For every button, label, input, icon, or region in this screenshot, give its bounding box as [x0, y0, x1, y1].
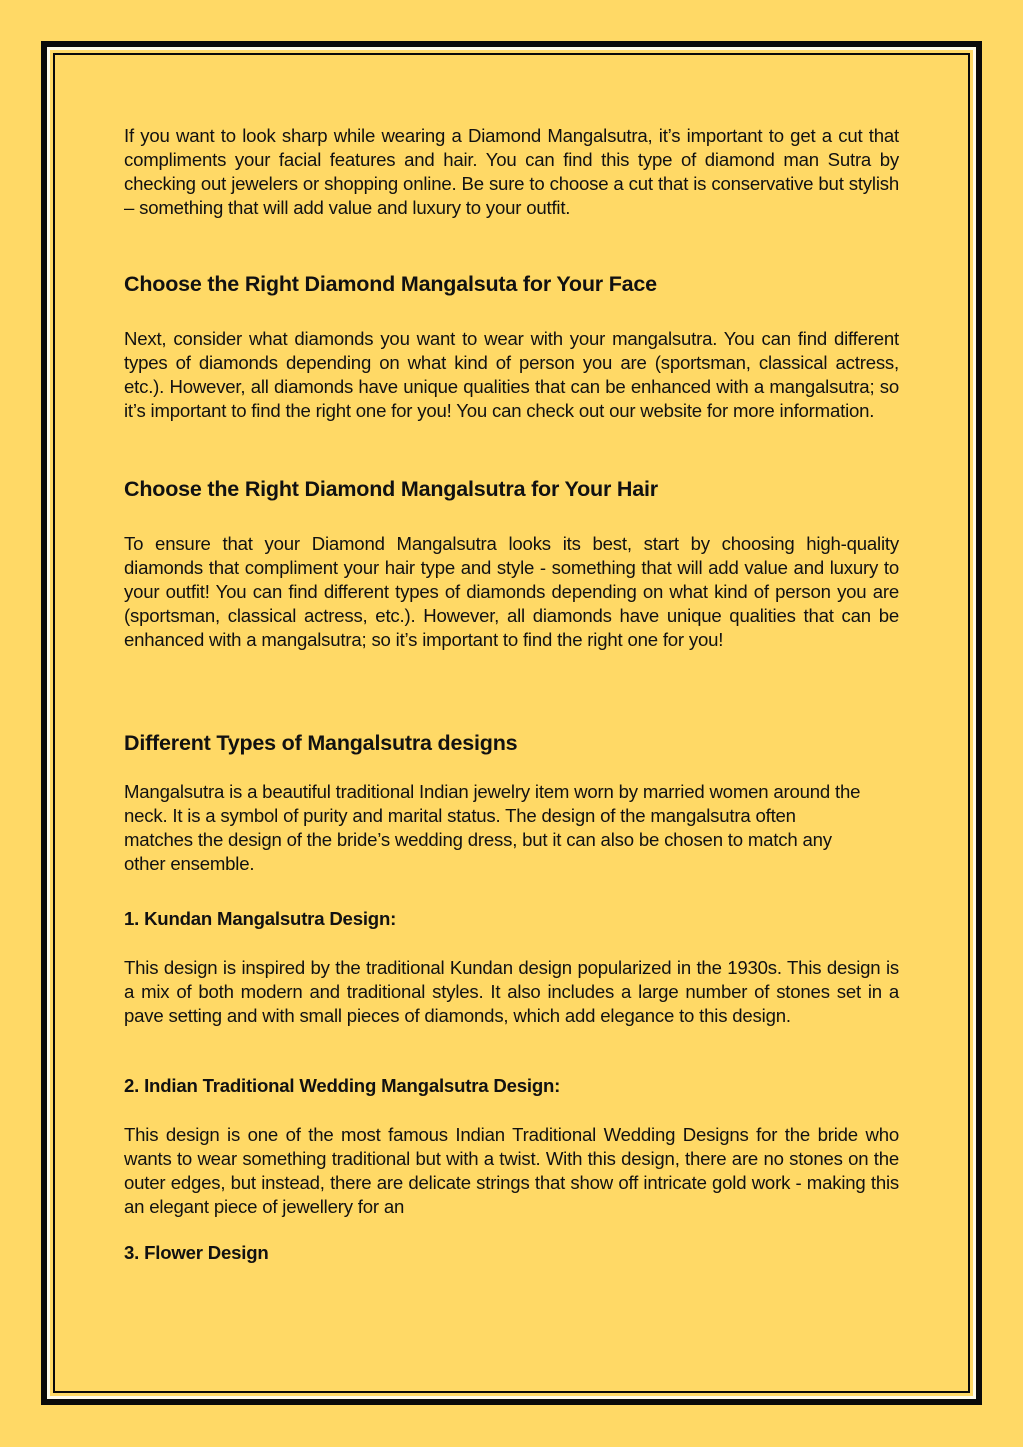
- design-title-traditional-wedding: 2. Indian Traditional Wedding Mangalsutra Design:: [124, 1075, 561, 1096]
- section-heading-hair: Choose the Right Diamond Mangalsutra for Your Hair: [124, 477, 658, 501]
- section-heading-types: Different Types of Mangalsutra designs: [124, 731, 518, 755]
- section-body-hair: To ensure that your Diamond Mangalsutra looks its best, start by choosing high-quality diamonds that compliment your hair type and style - something that will add value and luxury to your outfit! You can find different types of diamonds depending on what kind of person you are (sportsman, classical actress, etc.). However, all diamonds have unique qualities that can be enhanced with a mangalsutra; so it’s important to find the right one for you!: [124, 533, 899, 650]
- design-title-kundan: 1. Kundan Mangalsutra Design:: [124, 908, 397, 929]
- section-body-types: Mangalsutra is a beautiful traditional Indian jewelry item worn by married women around the neck. It is a symbol of purity and marital status. The design of the mangalsutra often matches the design of the bride’s wedding dress, but it can also be chosen to match any other ensemble.: [124, 781, 861, 874]
- design-body-kundan: This design is inspired by the traditional Kundan design popularized in the 1930s. This design is a mix of both modern and traditional styles. It also includes a large number of stones set in a pave setting and with small pieces of diamonds, which add elegance to this design.: [124, 957, 899, 1026]
- section-heading-face: Choose the Right Diamond Mangalsuta for Your Face: [124, 272, 657, 296]
- design-body-traditional-wedding: This design is one of the most famous Indian Traditional Wedding Designs for the bride who wants to wear something traditional but with a twist. With this design, there are no stones on the outer edges, but instead, there are delicate strings that show off intricate gold work - making this an elegant piece of jewellery for an: [124, 1124, 899, 1217]
- intro-paragraph: If you want to look sharp while wearing a Diamond Mangalsutra, it’s important to get a cut that compliments your facial features and hair. You can find this type of diamond man Sutra by checking out jewelers or shopping online. Be sure to choose a cut that is conservative but stylish – something that will add value and luxury to your outfit.: [124, 125, 899, 218]
- section-body-face: Next, consider what diamonds you want to wear with your mangalsutra. You can find different types of diamonds depending on what kind of person you are (sportsman, classical actress, etc.). However, all diamonds have unique qualities that can be enhanced with a mangalsutra; so it’s important to find the right one for you! You can check out our website for more information.: [124, 328, 899, 421]
- design-title-flower: 3. Flower Design: [124, 1242, 269, 1263]
